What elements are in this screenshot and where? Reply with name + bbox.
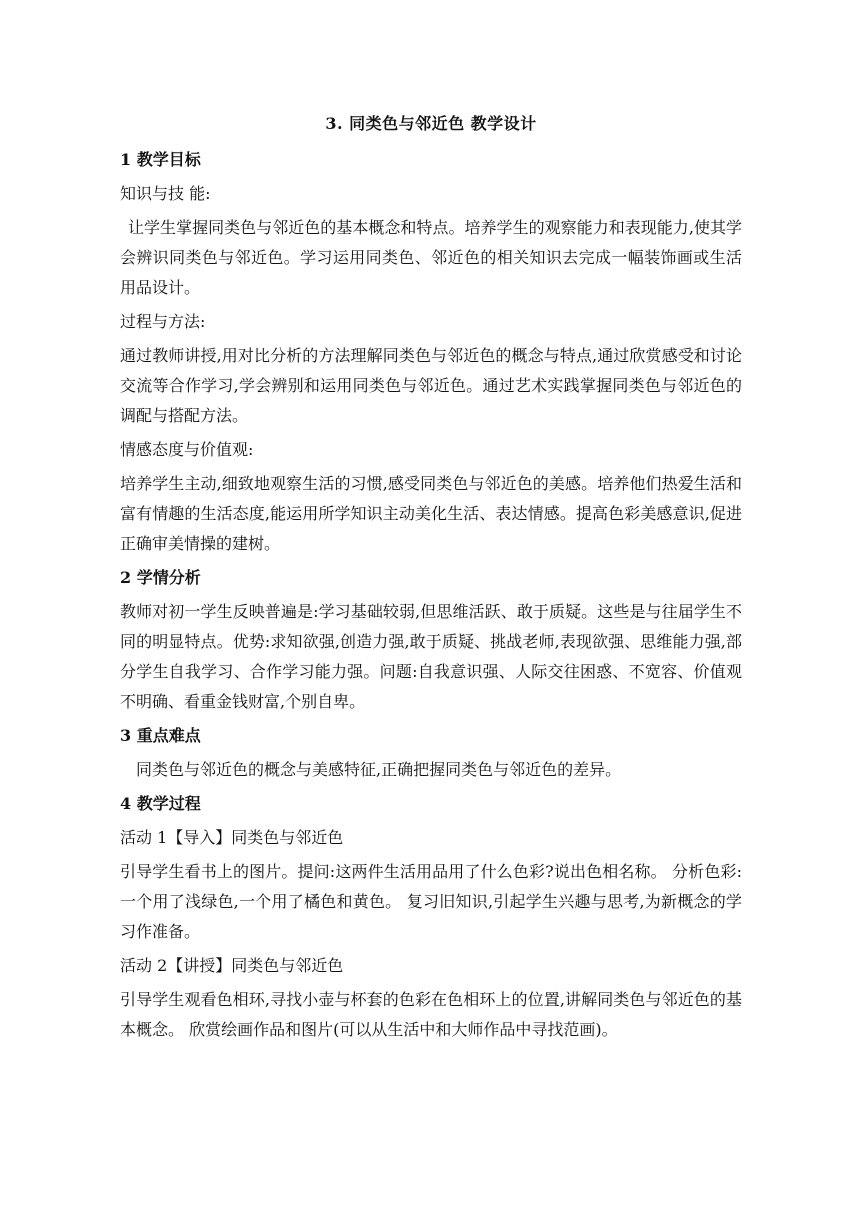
paragraph-knowledge-skills: 让学生掌握同类色与邻近色的基本概念和特点。培养学生的观察能力和表现能力,使其学会辨识同类色与邻近色。学习运用同类色、邻近色的相关知识去完成一幅装饰画或生活用品设计。 xyxy=(120,218,742,297)
document-title: 3. 同类色与邻近色 教学设计 xyxy=(325,114,537,133)
section-heading-student-analysis: 2 学情分析 xyxy=(120,568,201,587)
subheading-attitude-values: 情感态度与价值观: xyxy=(120,440,254,459)
section-heading-teaching-process: 4 教学过程 xyxy=(120,794,201,813)
section-heading-objectives: 1 教学目标 xyxy=(120,150,201,169)
subheading-process-method: 过程与方法: xyxy=(120,312,206,331)
subheading-activity-1: 活动 1【导入】同类色与邻近色 xyxy=(120,828,344,847)
section-heading-key-points: 3 重点难点 xyxy=(120,726,201,745)
subheading-knowledge-skills: 知识与技 能: xyxy=(120,184,211,203)
document-body xyxy=(120,109,742,1049)
subheading-activity-2: 活动 2【讲授】同类色与邻近色 xyxy=(120,956,344,975)
paragraph-student-analysis: 教师对初一学生反映普遍是:学习基础较弱,但思维活跃、敢于质疑。这些是与往届学生不同的明显特点。优势:求知欲强,创造力强,敢于质疑、挑战老师,表现欲强、思维能力强,部分学生自我学习、合作学习能力强。问题:自我意识强、人际交往困惑、不宽容、价值观不明确、看重金钱财富,个别自卑。 xyxy=(120,602,742,711)
paragraph-attitude-values: 培养学生主动,细致地观察生活的习惯,感受同类色与邻近色的美感。培养他们热爱生活和富有情趣的生活态度,能运用所学知识主动美化生活、表达情感。提高色彩美感意识,促进正确审美情操的建树。 xyxy=(120,474,742,553)
paragraph-key-points: 同类色与邻近色的概念与美感特征,正确把握同类色与邻近色的差异。 xyxy=(136,760,622,779)
paragraph-process-method: 通过教师讲授,用对比分析的方法理解同类色与邻近色的概念与特点,通过欣赏感受和讨论交流等合作学习,学会辨别和运用同类色与邻近色。通过艺术实践掌握同类色与邻近色的调配与搭配方法。 xyxy=(120,346,742,425)
paragraph-activity-1: 引导学生看书上的图片。提问:这两件生活用品用了什么色彩?说出色相名称。 分析色彩:一个用了浅绿色,一个用了橘色和黄色。 复习旧知识,引起学生兴趣与思考,为新概念的学习作准备。 xyxy=(120,862,742,941)
paragraph-activity-2: 引导学生观看色相环,寻找小壶与杯套的色彩在色相环上的位置,讲解同类色与邻近色的基本概念。 欣赏绘画作品和图片(可以从生活中和大师作品中寻找范画)。 xyxy=(120,990,742,1039)
